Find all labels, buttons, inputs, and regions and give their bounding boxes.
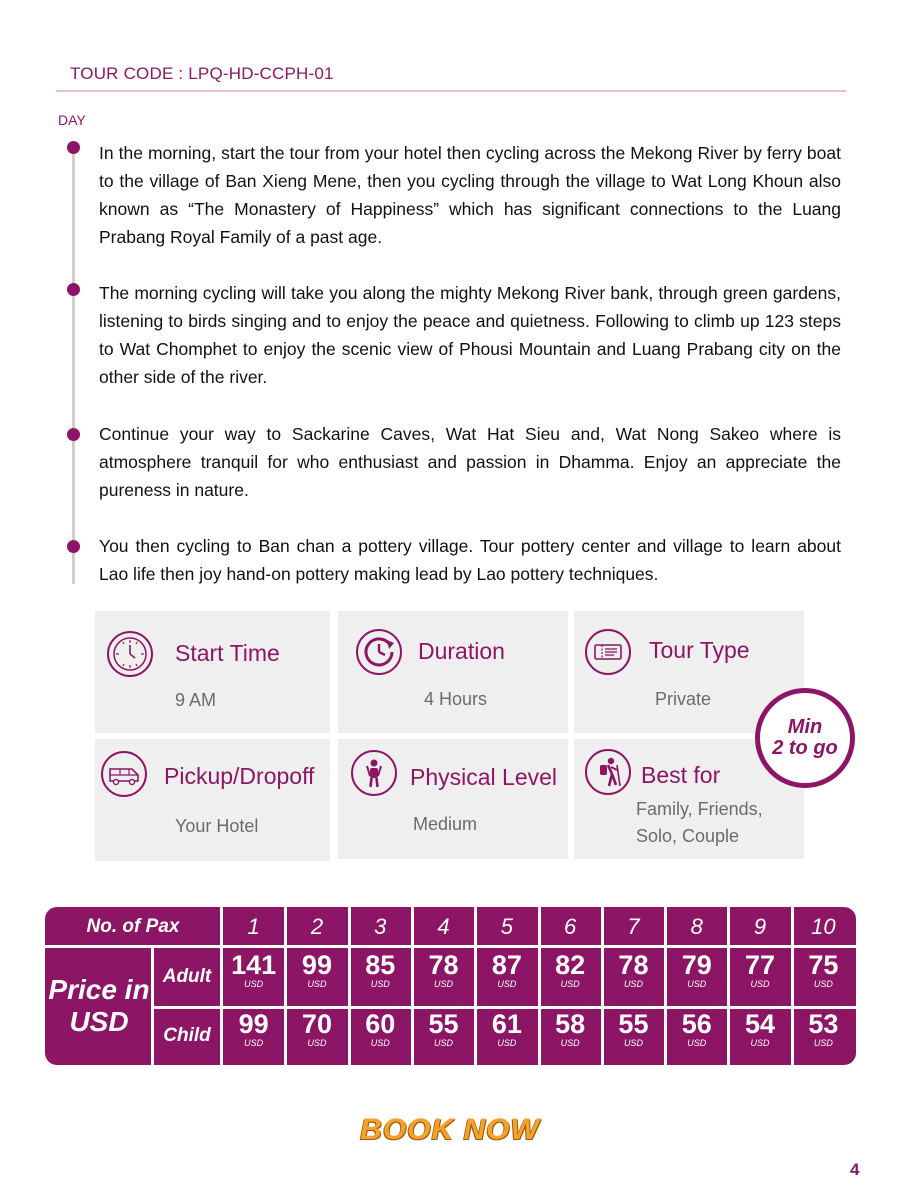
- itinerary-paragraph: You then cycling to Ban chan a pottery village. Tour pottery center and village to learn about Lao life then joy hand-on pottery making lead by Lao pottery techniques.: [99, 536, 841, 584]
- child-price-cell: [476, 1010, 537, 1048]
- child-price-value: 61: [491, 1009, 522, 1039]
- header-divider: [56, 90, 846, 92]
- price-unit: USD: [623, 979, 643, 989]
- price-unit: USD: [687, 979, 707, 989]
- child-price-cell: [286, 1010, 347, 1048]
- hiker-icon: [585, 749, 631, 795]
- timeline-bullet: [67, 540, 80, 553]
- van-icon: [101, 751, 147, 797]
- adult-price-value: 78: [428, 950, 459, 980]
- tour-type-title: Tour Type: [649, 637, 750, 663]
- pax-count: 5: [500, 914, 513, 939]
- pickup-card: [95, 739, 330, 861]
- child-label: Child: [163, 1025, 211, 1046]
- child-price-cell: [540, 1010, 601, 1048]
- pax-count: 6: [564, 914, 577, 939]
- day-label: DAY: [58, 112, 86, 128]
- price-unit: USD: [434, 1038, 454, 1048]
- price-unit: USD: [750, 1038, 770, 1048]
- pickup-value: Your Hotel: [175, 816, 259, 836]
- pax-count: 1: [247, 914, 260, 939]
- child-price-cell: [793, 1010, 854, 1048]
- page-number: 4: [850, 1160, 860, 1179]
- adult-price-value: 87: [491, 950, 522, 980]
- child-price-value: 55: [428, 1009, 459, 1039]
- price-label-line1: Price in: [48, 974, 150, 1005]
- child-price-value: 53: [808, 1009, 839, 1039]
- price-unit: USD: [370, 1038, 390, 1048]
- adult-price-value: 141: [231, 950, 277, 980]
- price-unit: USD: [434, 979, 454, 989]
- adult-price-cell: [793, 951, 854, 989]
- pickup-title: Pickup/Dropoff: [164, 763, 315, 789]
- duration-value: 4 Hours: [424, 689, 488, 709]
- pax-count: 2: [310, 914, 324, 939]
- price-unit: USD: [813, 979, 833, 989]
- price-unit: USD: [307, 979, 327, 989]
- child-price-cell: [350, 1010, 411, 1048]
- itinerary-paragraph: The morning cycling will take you along the mighty Mekong River bank, through green gardens, listening to birds singing and to enjoy the peace and quietness. Following to climb up 123 steps to Wat Chomphet to enjoy the scenic view of Phousi Mountain and Luang Prabang city on the other side of the river.: [99, 283, 841, 387]
- adult-price-cell: [476, 951, 537, 989]
- price-table: [45, 907, 856, 1065]
- timeline-bullet: [67, 283, 80, 296]
- tour-code: TOUR CODE : LPQ-HD-CCPH-01: [70, 64, 334, 83]
- price-unit: USD: [497, 1038, 517, 1048]
- adult-price-value: 78: [618, 950, 649, 980]
- adult-price-cell: [603, 951, 664, 989]
- price-label-line2: USD: [69, 1006, 129, 1037]
- child-price-cell: [603, 1010, 664, 1048]
- adult-price-value: 79: [681, 950, 712, 980]
- itinerary-paragraph: In the morning, start the tour from your hotel then cycling across the Mekong River by ferry boat to the village of Ban Xieng Mene, then you cycling through the village to Wat Long Khoun also known as “The Monastery of Happiness” which has significant connections to the Luang Prabang Royal Family of a past age.: [99, 143, 841, 247]
- physical-level-title: Physical Level: [410, 764, 558, 790]
- adult-price-cell: [223, 951, 284, 989]
- timeline-bullet: [67, 141, 80, 154]
- pax-count: 8: [690, 914, 703, 939]
- child-price-value: 70: [301, 1009, 332, 1039]
- adult-price-value: 82: [555, 950, 586, 980]
- best-for-value-line2: Solo, Couple: [636, 826, 740, 846]
- child-price-cell: [223, 1010, 284, 1048]
- adult-price-value: 85: [365, 950, 396, 980]
- child-price-value: 60: [365, 1009, 396, 1039]
- price-unit: USD: [497, 979, 517, 989]
- pax-count: 10: [811, 914, 836, 939]
- timer-icon: [356, 629, 402, 675]
- pax-header: No. of Pax: [86, 916, 180, 937]
- physical-level-card: [338, 739, 568, 859]
- timeline-line: [72, 152, 75, 584]
- child-price-value: 54: [745, 1009, 776, 1039]
- adult-price-cell: [666, 951, 727, 989]
- price-unit: USD: [560, 979, 580, 989]
- adult-price-cell: [350, 951, 411, 989]
- adult-price-value: 77: [745, 950, 776, 980]
- start-time-title: Start Time: [175, 640, 280, 666]
- pax-count: 9: [753, 914, 767, 939]
- table-divider: [151, 947, 154, 1065]
- child-price-cell: [666, 1010, 727, 1048]
- child-price-cell: [729, 1010, 790, 1048]
- child-price-value: 56: [681, 1009, 712, 1039]
- min-group-badge: [755, 688, 855, 788]
- adult-label: Adult: [162, 966, 212, 987]
- price-unit: USD: [244, 979, 264, 989]
- best-for-title: Best for: [641, 762, 721, 788]
- best-for-value-line1: Family, Friends,: [636, 799, 763, 819]
- price-unit: USD: [623, 1038, 643, 1048]
- duration-title: Duration: [418, 638, 505, 664]
- price-unit: USD: [244, 1038, 264, 1048]
- child-price-value: 58: [555, 1009, 586, 1039]
- price-unit: USD: [813, 1038, 833, 1048]
- min-badge-line1: Min: [787, 716, 823, 738]
- pax-count: 7: [627, 914, 640, 939]
- start-time-value: 9 AM: [175, 690, 217, 710]
- itinerary-paragraph: Continue your way to Sackarine Caves, Wat Hat Sieu and, Wat Nong Sakeo where is atmosphere tranquil for who enthusiast and passion in Dhamma. Enjoy an appreciate the pureness in nature.: [99, 424, 841, 500]
- adult-price-value: 75: [808, 950, 839, 980]
- timeline-bullet: [67, 428, 80, 441]
- tour-type-value: Private: [655, 689, 712, 709]
- price-unit: USD: [370, 979, 390, 989]
- ticket-icon: [585, 629, 631, 675]
- book-now-button[interactable]: BOOK NOW: [360, 1113, 540, 1146]
- adult-price-cell: [540, 951, 601, 989]
- adult-price-value: 99: [301, 950, 332, 980]
- clock-icon: [107, 631, 153, 677]
- child-price-value: 55: [618, 1009, 649, 1039]
- price-unit: USD: [560, 1038, 580, 1048]
- adult-price-cell: [413, 951, 474, 989]
- price-unit: USD: [307, 1038, 327, 1048]
- duration-card: [338, 611, 568, 733]
- price-unit: USD: [750, 979, 770, 989]
- person-icon: [351, 750, 397, 796]
- physical-level-value: Medium: [413, 814, 478, 834]
- adult-price-cell: [286, 951, 347, 989]
- start-time-card: [95, 611, 330, 733]
- price-label: [45, 947, 153, 1065]
- child-price-cell: [413, 1010, 474, 1048]
- pax-count: 3: [374, 914, 387, 939]
- pax-count: 4: [437, 914, 450, 939]
- child-price-value: 99: [238, 1009, 269, 1039]
- min-badge-line2: 2 to go: [772, 737, 838, 759]
- price-unit: USD: [687, 1038, 707, 1048]
- adult-price-cell: [729, 951, 790, 989]
